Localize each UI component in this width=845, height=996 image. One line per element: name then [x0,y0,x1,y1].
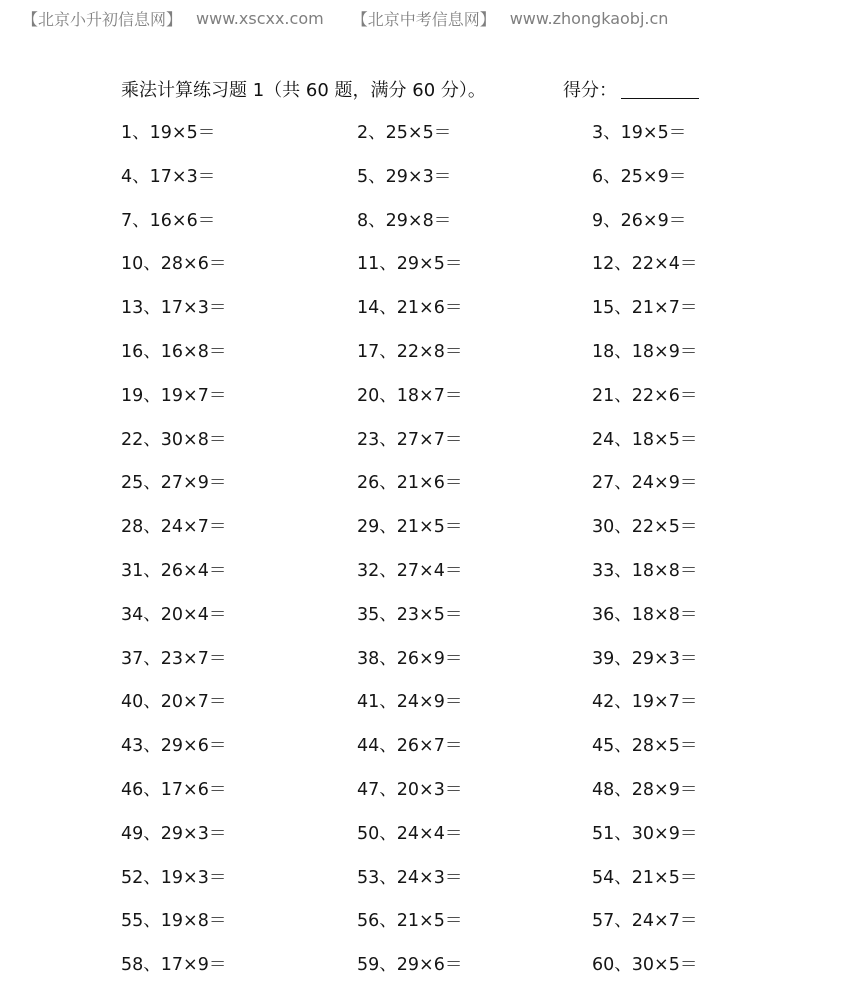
problem-item: 44、26×7＝ [357,736,463,757]
problem-item: 34、20×4＝ [121,604,227,625]
problem-item: 32、27×4＝ [357,560,463,581]
page-header [22,7,668,29]
problem-item: 9、26×9＝ [592,210,687,231]
score-label: 得分： [563,80,617,101]
problem-item: 54、21×5＝ [592,867,698,888]
problem-row [121,777,761,821]
site2-url: www.zhongkaobj.cn [509,8,669,28]
problem-item: 23、27×7＝ [357,429,463,450]
problem-item: 37、23×7＝ [121,648,227,669]
problem-item: 14、21×6＝ [357,298,463,319]
problem-item: 38、26×9＝ [357,648,463,669]
problem-item: 45、28×5＝ [592,736,698,757]
problem-item: 53、24×3＝ [357,867,463,888]
problem-item: 11、29×5＝ [357,254,463,275]
problem-item: 39、29×3＝ [592,648,698,669]
problem-item: 8、29×8＝ [357,210,452,231]
problem-item: 6、25×9＝ [592,166,687,187]
problem-item: 7、16×6＝ [121,210,216,231]
problem-item: 15、21×7＝ [592,298,698,319]
problem-row [121,514,761,558]
problem-item: 19、19×7＝ [121,385,227,406]
problem-item: 13、17×3＝ [121,298,227,319]
site2-name: 【北京中考信息网】 [351,9,496,29]
problem-item: 41、24×9＝ [357,692,463,713]
problem-item: 43、29×6＝ [121,736,227,757]
problem-row [121,646,761,690]
problem-item: 58、17×9＝ [121,955,227,976]
site1-name: 【北京小升初信息网】 [22,9,183,29]
problem-item: 47、20×3＝ [357,779,463,800]
problem-row [121,908,761,952]
problem-item: 26、21×6＝ [357,473,463,494]
problem-row [121,602,761,646]
problem-row [121,865,761,909]
problem-item: 4、17×3＝ [121,166,216,187]
problem-row [121,952,761,996]
problem-item: 46、17×6＝ [121,779,227,800]
problem-row [121,164,761,208]
problem-item: 27、24×9＝ [592,473,698,494]
problem-grid [121,120,761,996]
problem-item: 52、19×3＝ [121,867,227,888]
problem-row [121,470,761,514]
problem-item: 30、22×5＝ [592,517,698,538]
problem-item: 10、28×6＝ [121,254,227,275]
problem-row [121,208,761,252]
problem-item: 16、16×8＝ [121,341,227,362]
problem-item: 35、23×5＝ [357,604,463,625]
problem-row [121,295,761,339]
problem-row [121,821,761,865]
worksheet-title-row [121,76,721,104]
problem-item: 50、24×4＝ [357,823,463,844]
problem-item: 2、25×5＝ [357,123,452,143]
problem-row [121,558,761,602]
problem-item: 12、22×4＝ [592,254,698,275]
problem-item: 49、29×3＝ [121,823,227,844]
problem-item: 3、19×5＝ [592,123,687,143]
problem-item: 56、21×5＝ [357,911,463,932]
problem-item: 18、18×9＝ [592,341,698,362]
problem-item: 36、18×8＝ [592,604,698,625]
problem-item: 24、18×5＝ [592,429,698,450]
problem-item: 28、24×7＝ [121,517,227,538]
problem-row [121,120,761,164]
problem-row [121,383,761,427]
problem-item: 42、19×7＝ [592,692,698,713]
problem-item: 57、24×7＝ [592,911,698,932]
problem-item: 59、29×6＝ [357,955,463,976]
problem-item: 25、27×9＝ [121,473,227,494]
worksheet-title: 乘法计算练习题 1（共 60 题，满分 60 分）。 [121,80,486,101]
problem-item: 22、30×8＝ [121,429,227,450]
problem-item: 20、18×7＝ [357,385,463,406]
problem-row [121,689,761,733]
problem-item: 31、26×4＝ [121,560,227,581]
problem-row [121,251,761,295]
problem-item: 1、19×5＝ [121,123,216,143]
problem-row [121,733,761,777]
problem-item: 51、30×9＝ [592,823,698,844]
site1-url: www.xscxx.com [196,8,324,28]
problem-item: 55、19×8＝ [121,911,227,932]
problem-item: 60、30×5＝ [592,955,698,976]
score-blank-line[interactable] [621,98,699,99]
problem-item: 29、21×5＝ [357,517,463,538]
problem-item: 40、20×7＝ [121,692,227,713]
problem-item: 48、28×9＝ [592,779,698,800]
problem-row [121,339,761,383]
problem-item: 33、18×8＝ [592,560,698,581]
problem-row [121,427,761,471]
problem-item: 5、29×3＝ [357,166,452,187]
problem-item: 17、22×8＝ [357,341,463,362]
problem-item: 21、22×6＝ [592,385,698,406]
